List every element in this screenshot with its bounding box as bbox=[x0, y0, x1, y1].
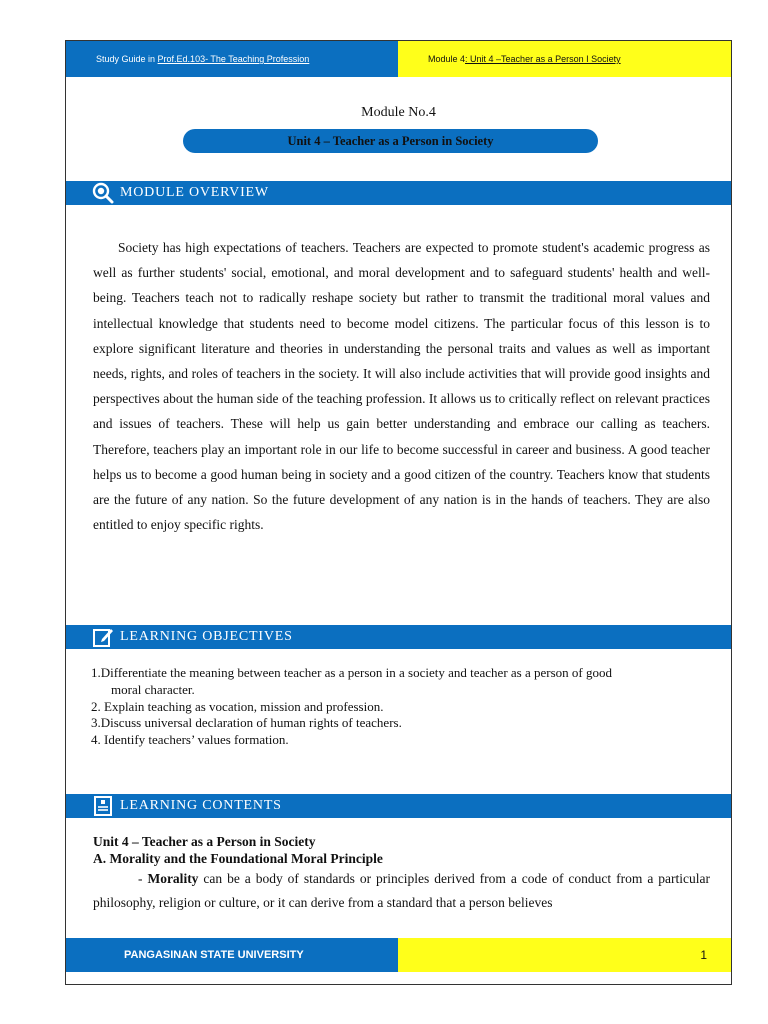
contents-unit-heading: Unit 4 – Teacher as a Person in Society bbox=[93, 834, 316, 849]
contents-dash: - bbox=[138, 871, 148, 886]
module-overview-bar bbox=[66, 181, 731, 205]
learning-contents-heading: LEARNING CONTENTS bbox=[120, 798, 282, 813]
objective-item-1-cont: moral character. bbox=[111, 681, 195, 697]
unit-title: Unit 4 – Teacher as a Person in Society bbox=[183, 129, 598, 153]
module-overview-heading: MODULE OVERVIEW bbox=[120, 185, 269, 200]
footer-university: PANGASINAN STATE UNIVERSITY bbox=[66, 938, 398, 972]
learning-objectives-heading: LEARNING OBJECTIVES bbox=[120, 629, 293, 644]
pencil-edit-icon bbox=[92, 626, 114, 648]
header-course-link[interactable]: Prof.Ed.103- The Teaching Profession bbox=[157, 54, 310, 64]
header-module-prefix: Module 4 bbox=[428, 54, 466, 64]
document-page bbox=[65, 40, 732, 985]
magnifier-icon bbox=[92, 182, 114, 204]
module-number: Module No.4 bbox=[361, 105, 436, 120]
contents-term: Morality bbox=[147, 871, 199, 886]
header-module-link[interactable]: : Unit 4 –Teacher as a Person I Society bbox=[465, 54, 621, 64]
document-list-icon bbox=[92, 795, 114, 817]
overview-paragraph: Society has high expectations of teachers. Teachers are expected to promote student's academic progress as well as further students' social, emotional, and moral development and to safeguard students' health and well-being. Teachers teach not to radically reshape society but rather to transmit the traditional moral values and intellectual knowledge that students need to become model citizens. The particular focus of this lesson is to explore significant literature and theories in understanding the personal traits and values as well as important needs, rights, and roles of teachers in the society. It will also include activities that will provide good insights and perspectives about the human side of the teaching profession. It allows us to critically reflect on relevant practices and issues of teachers. These will help us gain better understanding and embrace our calling as teachers. Therefore, teachers play an important role in our life to become successful in career and business. A good teacher helps us to become a good human being in society and a good citizen of the country. Teachers know that students are the future of any nation. So the future development of any nation is in the hands of teachers. They are also entitled to enjoy specific rights. bbox=[93, 240, 710, 533]
page-header bbox=[66, 41, 731, 77]
contents-body-text: can be a body of standards or principles derived from a code of conduct from a particular philosophy, religion or culture, or it can derive from a standard that a person believes bbox=[93, 871, 710, 910]
overview-text-block bbox=[93, 235, 710, 537]
objective-item-1: 1.Differentiate the meaning between teacher as a person in a society and teacher as a person of good bbox=[91, 665, 612, 680]
learning-contents-bar bbox=[66, 794, 731, 818]
objective-item-3: 3.Discuss universal declaration of human rights of teachers. bbox=[91, 715, 402, 731]
page-footer bbox=[66, 938, 731, 972]
contents-block bbox=[93, 834, 710, 915]
objectives-list bbox=[91, 665, 711, 749]
objective-item-2: 2. Explain teaching as vocation, mission and profession. bbox=[91, 698, 384, 714]
contents-paragraph bbox=[93, 867, 710, 915]
header-module bbox=[398, 41, 731, 77]
footer-page-number: 1 bbox=[398, 938, 731, 972]
header-course-prefix: Study Guide in bbox=[96, 54, 158, 64]
header-course bbox=[66, 41, 398, 77]
objective-item-4: 4. Identify teachers’ values formation. bbox=[91, 732, 289, 748]
learning-objectives-bar bbox=[66, 625, 731, 649]
contents-section-heading: A. Morality and the Foundational Moral Principle bbox=[93, 850, 383, 866]
